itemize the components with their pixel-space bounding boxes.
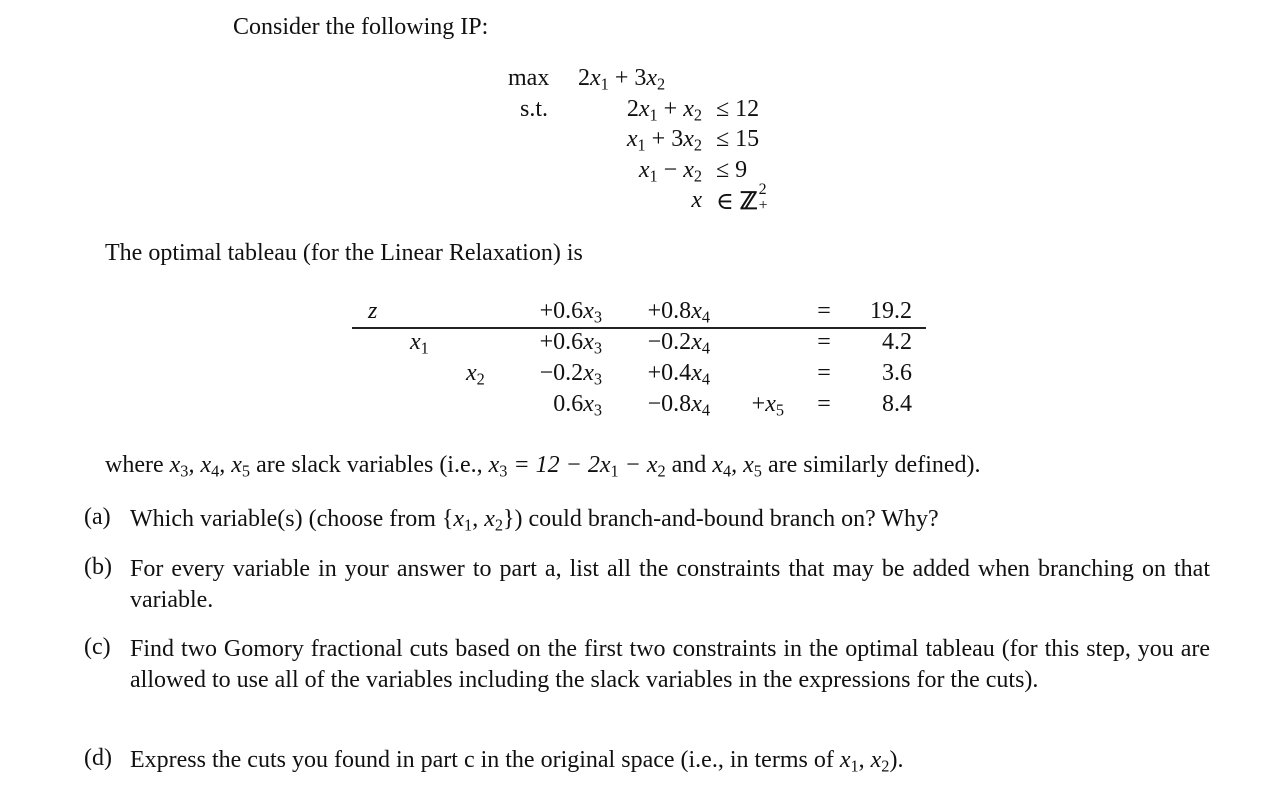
sub: 4 [701, 369, 710, 389]
domain-rel: ∈ [716, 189, 734, 215]
c1-coef-1: 2 [626, 96, 639, 122]
obj-sub-2: 2 [657, 74, 666, 94]
tableau-row-x5-eq: = [817, 391, 831, 417]
tableau-row-x1-rhs: 4.2 [882, 329, 912, 355]
c2-op: + [651, 126, 666, 152]
question-d-label: (d) [84, 745, 112, 771]
domain-x: x [691, 187, 702, 213]
constraint-3-lhs [560, 157, 702, 184]
slack-note [105, 452, 981, 479]
c2-coef-2: 3 [671, 126, 684, 152]
question-a-label: (a) [84, 504, 111, 530]
obj-sub-1: 1 [600, 74, 609, 94]
coef: +0.8 [647, 298, 692, 324]
c1-sub-2: 2 [693, 105, 702, 125]
obj-var-1: x [590, 65, 601, 91]
coef: +0.6 [539, 298, 584, 324]
tableau-row-x1-x4 [606, 329, 710, 356]
slack-mid: are slack variables (i.e., [256, 452, 483, 478]
question-b-label: (b) [84, 554, 112, 580]
sub: 3 [593, 307, 602, 327]
c3-op: − [663, 157, 678, 183]
c1-sub-1: 1 [649, 105, 658, 125]
c3-sub-2: 2 [693, 166, 702, 186]
slack-post: are similarly defined). [767, 452, 981, 478]
obj-var-2: x [646, 65, 658, 91]
var: x [410, 329, 421, 355]
domain-integers: ℤ [739, 189, 758, 215]
tableau-row-x5-x3 [500, 391, 602, 418]
var: x [583, 329, 594, 355]
c1-var-1: x [638, 96, 650, 122]
intro-text: Consider the following IP: [233, 14, 489, 40]
max-label: max [508, 65, 550, 91]
tableau-row-x2-basis [466, 360, 485, 387]
tableau-row-x5-rhs: 8.4 [882, 391, 912, 417]
c2-sub-2: 2 [693, 135, 702, 155]
var: x [691, 391, 702, 417]
c1-rhs: 12 [735, 96, 760, 122]
tableau-row-x2-x4 [606, 360, 710, 387]
c3-var-2: x [683, 157, 694, 183]
tableau-row-z-x4 [606, 298, 710, 325]
coef: 0.6 [553, 391, 584, 417]
basis-z: z [368, 298, 378, 324]
sub: 3 [593, 338, 602, 358]
c3-rel: ≤ [716, 157, 730, 183]
var: x [691, 298, 702, 324]
tableau-row-x2-rhs: 3.6 [882, 360, 912, 386]
slack-and: and [671, 452, 707, 478]
constraint-2-lhs [560, 126, 702, 153]
coef: −0.2 [539, 360, 584, 386]
sub: 2 [476, 369, 485, 389]
tableau-row-z-rhs: 19.2 [870, 298, 912, 324]
sub: 4 [701, 400, 710, 420]
sub: 5 [775, 400, 784, 420]
c3-rhs: 9 [735, 157, 748, 183]
c1-rel: ≤ [716, 96, 730, 122]
coef: + [751, 391, 766, 417]
domain-set [716, 181, 770, 216]
c1-var-2: x [683, 96, 694, 122]
domain-sub: + [758, 197, 768, 214]
slack-pre: where [105, 452, 164, 478]
coef: −0.8 [647, 391, 692, 417]
question-c-text: Find two Gomory fractional cuts based on the first two constraints in the optimal tableau (for this step, you are allowed to use all of the variables including the slack variables in the expressions for the cuts). [130, 636, 1210, 693]
question-b-text: For every variable in your answer to part a, list all the constraints that may be added when branching on that variable. [130, 556, 1210, 613]
slack-vars-2: $x_4$, $x_5$ [712, 452, 762, 481]
c3-sub-1: 1 [649, 166, 658, 186]
slack-definition: $x_3 = 12 - 2x_1 - x_2$ [488, 452, 666, 481]
tableau-intro: The optimal tableau (for the Linear Relaxation) is [105, 240, 583, 266]
coef: −0.2 [647, 329, 692, 355]
var: x [583, 360, 594, 386]
tableau-row-x2-eq: = [817, 360, 831, 386]
sub: 3 [593, 400, 602, 420]
tableau-row-x1-x3 [500, 329, 602, 356]
c2-sub-1: 1 [637, 135, 646, 155]
domain-var [560, 187, 702, 214]
c2-rhs: 15 [735, 126, 760, 152]
var: x [466, 360, 477, 386]
tableau-row-z-eq: = [817, 298, 831, 324]
obj-coef-1: 2 [578, 65, 590, 91]
tableau-row-x1-eq: = [817, 329, 831, 355]
var: x [691, 360, 702, 386]
tableau-row-x1-basis [410, 329, 429, 356]
c2-rel: ≤ [716, 126, 730, 152]
sub: 4 [701, 338, 710, 358]
st-label: s.t. [520, 96, 549, 122]
slack-vars: $x_3$, $x_4$, $x_5$ [169, 452, 251, 481]
question-d-text: Express the cuts you found in part c in the original space (i.e., in terms of $x_1$, $x_2$). [130, 747, 904, 776]
var: x [691, 329, 702, 355]
tableau-row-x2-x3 [500, 360, 602, 387]
coef: +0.4 [647, 360, 692, 386]
constraint-3-rhs [716, 157, 747, 184]
sub: 4 [701, 307, 710, 327]
tableau-row-x5-x5 [720, 391, 784, 418]
question-c-label: (c) [84, 634, 111, 660]
coef: +0.6 [539, 329, 584, 355]
sub: 1 [420, 338, 429, 358]
c1-op: + [663, 96, 678, 122]
question-a-text: Which variable(s) (choose from {$x_1$, $x_2$}) could branch-and-bound branch on? Why? [130, 506, 939, 535]
tableau-row-z-basis [368, 298, 377, 325]
sub: 3 [593, 369, 602, 389]
objective [578, 65, 665, 92]
obj-coef-2: 3 [634, 65, 647, 91]
constraint-1-lhs [560, 96, 702, 123]
var: x [583, 298, 594, 324]
tableau-row-z-x3 [500, 298, 602, 325]
c2-var-1: x [626, 126, 638, 152]
constraint-1-rhs [716, 96, 759, 123]
domain-sup: 2 [758, 181, 767, 198]
var: x [583, 391, 594, 417]
obj-op: + [614, 65, 629, 91]
constraint-2-rhs [716, 126, 759, 153]
c3-var-1: x [638, 157, 650, 183]
var: x [765, 391, 776, 417]
tableau-row-x5-x4 [606, 391, 710, 418]
c2-var-2: x [683, 126, 694, 152]
